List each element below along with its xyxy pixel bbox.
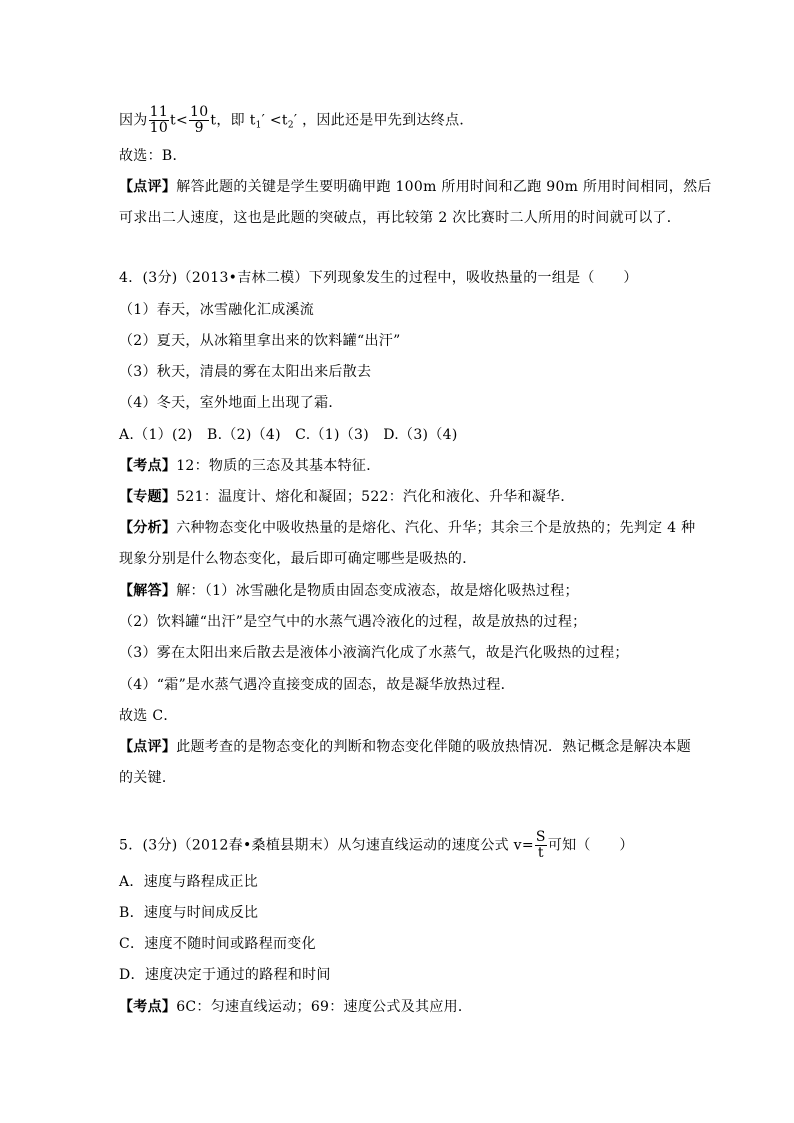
q3-review-line-1: [119, 177, 712, 197]
section-tag: 【点评】: [119, 179, 177, 195]
text: ′ <t: [261, 112, 288, 129]
q4-options: A.（1）(2) B.（2)（4) C.（1)（3) D.（3)（4): [119, 427, 458, 443]
section-tag: 【分析】: [119, 520, 177, 536]
section-tag: 【考点】: [119, 458, 177, 474]
q4-item-4: （4）冬天，室外地面上出现了霜．: [119, 395, 343, 411]
subscript: 1: [255, 120, 262, 131]
q4-jieda-line-2: （2）饮料罐“出汗”是空气中的水蒸气遇冷液化的过程，故是放热的过程；: [119, 614, 587, 630]
section-tag: 【解答】: [119, 583, 177, 599]
q5-option-d: D．速度决定于通过的路程和时间: [119, 967, 331, 983]
text: 此题考查的是物态变化的判断和物态变化伴随的吸放热情况．熟记概念是解决本题: [176, 739, 692, 755]
text: 12：物质的三态及其基本特征．: [176, 458, 381, 474]
text: t<: [170, 112, 188, 129]
q5-kaodian: [119, 997, 472, 1017]
fraction-s-over-t: [535, 830, 547, 861]
q4-item-3: （3）秋天，清晨的雾在太阳出来后散去: [119, 364, 372, 380]
text: 因为: [119, 112, 148, 129]
text: 6C：匀速直线运动；69：速度公式及其应用．: [176, 999, 473, 1015]
fraction-11-10: [149, 105, 169, 136]
q5-option-c: C．速度不随时间或路程而变化: [119, 936, 316, 952]
fraction-numerator: S: [535, 829, 546, 845]
q4-stem: 4．(3分)（2013•吉林二模）下列现象发生的过程中，吸收热量的一组是（ ）: [119, 270, 638, 286]
q3-answer: 故选：B．: [119, 148, 187, 164]
text: 可知（ ）: [547, 837, 634, 854]
text: t，即 t: [210, 112, 256, 129]
fraction-numerator: 11: [149, 104, 169, 120]
q5-option-b: B．速度与时间成反比: [119, 905, 259, 921]
q4-dianping-line-1: [119, 737, 691, 757]
q4-item-2: （2）夏天，从冰箱里拿出来的饮料罐“出汗”: [119, 333, 401, 349]
q5-option-a: A．速度与路程成正比: [119, 874, 259, 890]
section-tag: 【专题】: [119, 489, 177, 505]
q4-fenxi-line-2: 现象分别是什么物态变化，最后即可确定哪些是吸热的．: [119, 551, 477, 567]
fraction-10-9: [189, 105, 209, 136]
q4-jieda-line-1: [119, 581, 579, 601]
q4-jieda-line-3: （3）雾在太阳出来后散去是液体小液滴汽化成了水蒸气，故是汽化吸热的过程；: [119, 645, 629, 661]
text: 521：温度计、熔化和凝固；522：汽化和液化、升华和凝华．: [176, 489, 575, 505]
subscript: 2: [287, 120, 294, 131]
q4-answer: 故选 C．: [119, 708, 178, 724]
q4-fenxi-line-1: [119, 518, 695, 538]
text: ′ ，因此还是甲先到达终点．: [293, 112, 474, 129]
fraction-numerator: 10: [190, 104, 209, 120]
fraction-denominator: 10: [149, 120, 169, 136]
q3-review-line-2: 可求出二人速度，这也是此题的突破点，再比较第 2 次比赛时二人所用的时间就可以了．: [119, 210, 682, 226]
q4-zhuanti: [119, 487, 575, 507]
text: 解答此题的关键是学生要明确甲跑 100m 所用时间和乙跑 90m 所用时间相同，然后: [176, 179, 712, 195]
fraction-denominator: 9: [194, 120, 204, 136]
fraction-denominator: t: [537, 845, 544, 861]
q4-item-1: （1）春天，冰雪融化汇成溪流: [119, 302, 315, 318]
section-tag: 【考点】: [119, 999, 177, 1015]
text: 5．(3分)（2012春•桑植县期末）从匀速直线运动的速度公式 v=: [119, 837, 534, 854]
q4-jieda-line-4: （4）“霜”是水蒸气遇冷直接变成的固态，故是凝华放热过程．: [119, 677, 515, 693]
q3-conclusion-line: [119, 105, 474, 136]
q5-stem: [119, 830, 634, 861]
section-tag: 【点评】: [119, 739, 177, 755]
q4-dianping-line-2: 的关键．: [119, 770, 177, 786]
text: 六种物态变化中吸收热量的是熔化、汽化、升华；其余三个是放热的；先判定 4 种: [176, 520, 696, 536]
text: 解：（1）冰雪融化是物质由固态变成液态，故是熔化吸热过程；: [176, 583, 579, 599]
q4-kaodian: [119, 456, 381, 476]
